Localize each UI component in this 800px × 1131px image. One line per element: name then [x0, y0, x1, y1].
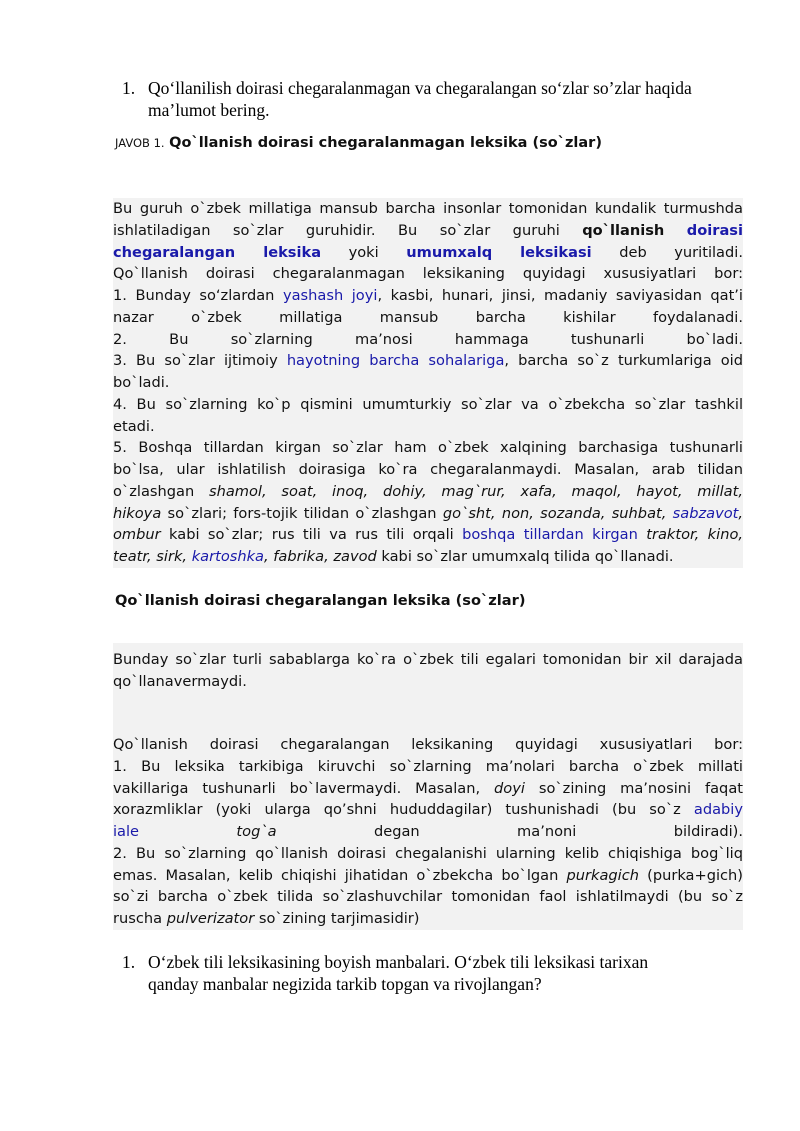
text-line: nazar o`zbek millatiga mansub barcha kishilar foydalanadi. [113, 308, 743, 326]
text-line: 2. Bu so`zlarning qo`llanish doirasi chegalanishi ularning kelib chiqishiga bog`liq [113, 844, 743, 862]
answer-heading [115, 135, 602, 151]
link-term[interactable]: boshqa tillardan kirgan [462, 526, 638, 544]
text-fragment: 1. Bunday so‘zlardan [113, 287, 283, 304]
link-term[interactable]: yashash joyi [282, 287, 378, 304]
italic-examples: teatr, sirk, [113, 548, 192, 565]
link-term[interactable]: kartoshka [191, 548, 264, 565]
text-line: Bunday so`zlar turli sabablarga ko`ra o`zbek tili egalari tomonidan bir xil darajada [113, 651, 743, 668]
italic-examples: shamol, soat, inoq, dohiy, mag`rur, xafa, maqol, hayot, millat, [208, 482, 743, 500]
restricted-lexicon-features [113, 733, 743, 930]
italic-term: pulverizator [166, 910, 255, 927]
link-term[interactable]: iale [113, 823, 140, 840]
text-fragment: degan ma’noni bildiradi). [276, 823, 743, 840]
italic-examples: go`sht, non, sozanda, suhbat, [442, 504, 673, 522]
text-line: so`zi barcha o`zbek tilida so`zlashuvchilar tomonidan faol ishlatilmaydi (bu so`z [113, 888, 743, 906]
link-term[interactable]: chegaralangan leksika [113, 243, 322, 261]
answer-title: Qo`llanish doirasi chegaralanmagan leksika (so`zlar) [169, 135, 602, 151]
text-fragment: so`zining ma’nosini faqat [524, 779, 743, 797]
italic-examples: ombur [113, 526, 161, 544]
restricted-lexicon-heading: Qo`llanish doirasi chegaralangan leksika (so`zlar) [115, 592, 526, 609]
text-fragment: , kasbi, hunari, jinsi, madaniy saviyasidan qat’i [377, 287, 743, 304]
bold-term: qo`llanish [582, 221, 665, 239]
text-fragment: emas. Masalan, kelib chiqishi jihatidan o`zbekcha bo`lgan [113, 866, 567, 884]
text-fragment: deb yuritiladi. [591, 243, 743, 261]
text-line: 1. Bu leksika tarkibiga kiruvchi so`zlarning ma’nolari barcha o`zbek millati [113, 757, 743, 775]
link-term[interactable]: umumxalq leksikasi [406, 243, 592, 261]
text-line: etadi. [113, 417, 155, 435]
link-term[interactable]: adabiy [693, 801, 743, 819]
text-fragment: ruscha [113, 910, 167, 927]
text-line: 4. Bu so`zlarning ko`p qismini umumturkiy so`zlar va o`zbekcha so`zlar tashkil [113, 395, 743, 413]
question-number: 1. [122, 78, 136, 98]
text-fragment: kabi so`zlar umumxalq tilida qo`llanadi. [376, 548, 674, 565]
text-fragment: so`zlari; fors-tojik tilidan o`zlashgan [161, 504, 443, 522]
restricted-lexicon-intro [113, 643, 743, 741]
italic-term: tog`a [236, 823, 277, 840]
text-fragment [139, 823, 236, 840]
text-fragment: , [738, 504, 743, 522]
text-fragment: so`zining tarjimasidir) [254, 910, 420, 927]
text-line: qo`llanavermaydi. [113, 672, 247, 690]
link-term[interactable]: hayotning barcha sohalariga [286, 352, 505, 370]
text-line: Bu guruh o`zbek millatiga mansub barcha insonlar tomonidan kundalik turmushda [113, 200, 743, 217]
italic-examples: , fabrika, zavod [264, 548, 377, 565]
text-fragment: kabi so`zlar; rus tili va rus tili orqali [160, 526, 463, 544]
text-fragment: (purka+gich) [639, 866, 743, 884]
question-number: 1. [122, 952, 136, 972]
unrestricted-lexicon-section [113, 198, 743, 568]
answer-prefix: JAVOB 1. [115, 136, 165, 150]
italic-term: purkagich [566, 866, 639, 884]
text-line: bo`lsa, ular ishlatilish doirasiga ko`ra chegaralanmaydi. Masalan, arab tilidan [113, 461, 743, 478]
italic-examples: hikoya [113, 504, 162, 522]
question-text: Qo‘llanilish doirasi chegaralanmagan va chegaralangan so‘zlar so’zlar haqida ma’lumot bering. [148, 78, 692, 120]
italic-examples: traktor, kino, [637, 526, 744, 544]
link-term[interactable]: sabzavot [672, 504, 739, 522]
text-fragment: yoki [321, 243, 407, 261]
italic-term: doyi [494, 779, 525, 797]
text-line: bo`ladi. [113, 374, 170, 391]
question-2 [122, 951, 702, 995]
text-line: Qo`llanish doirasi chegaralanmagan leksikaning quyidagi xususiyatlari bor: [113, 265, 743, 283]
text-fragment: o`zlashgan [113, 482, 209, 500]
text-line: ishlatiladigan so`zlar guruhidir. Bu so`zlar guruhi [113, 221, 583, 239]
text-fragment: 3. Bu so`zlar ijtimoiy [113, 352, 287, 370]
text-fragment: vakillariga tushunarli bo`lavermaydi. Masalan, [113, 779, 495, 797]
link-term[interactable]: doirasi [686, 221, 743, 239]
text-line: 2. Bu so`zlarning ma’nosi hammaga tushunarli bo`ladi. [113, 330, 743, 348]
text-line: 5. Boshqa tillardan kirgan so`zlar ham o`zbek xalqining barchasiga tushunarli [113, 439, 743, 457]
text-fragment: xorazmliklar (yoki ularga qo’shni hududdagilar) tushunishadi (bu so`z [113, 801, 694, 819]
question-1 [122, 77, 742, 121]
question-text: O‘zbek tili leksikasining boyish manbalari. O‘zbek tili leksikasi tarixan qanday manbalar negizida tarkib topgan va rivojlangan? [148, 952, 649, 994]
text-line: Qo`llanish doirasi chegaralangan leksikaning quyidagi xususiyatlari bor: [113, 736, 743, 753]
text-fragment: , barcha so`z turkumlariga oid [504, 352, 743, 370]
